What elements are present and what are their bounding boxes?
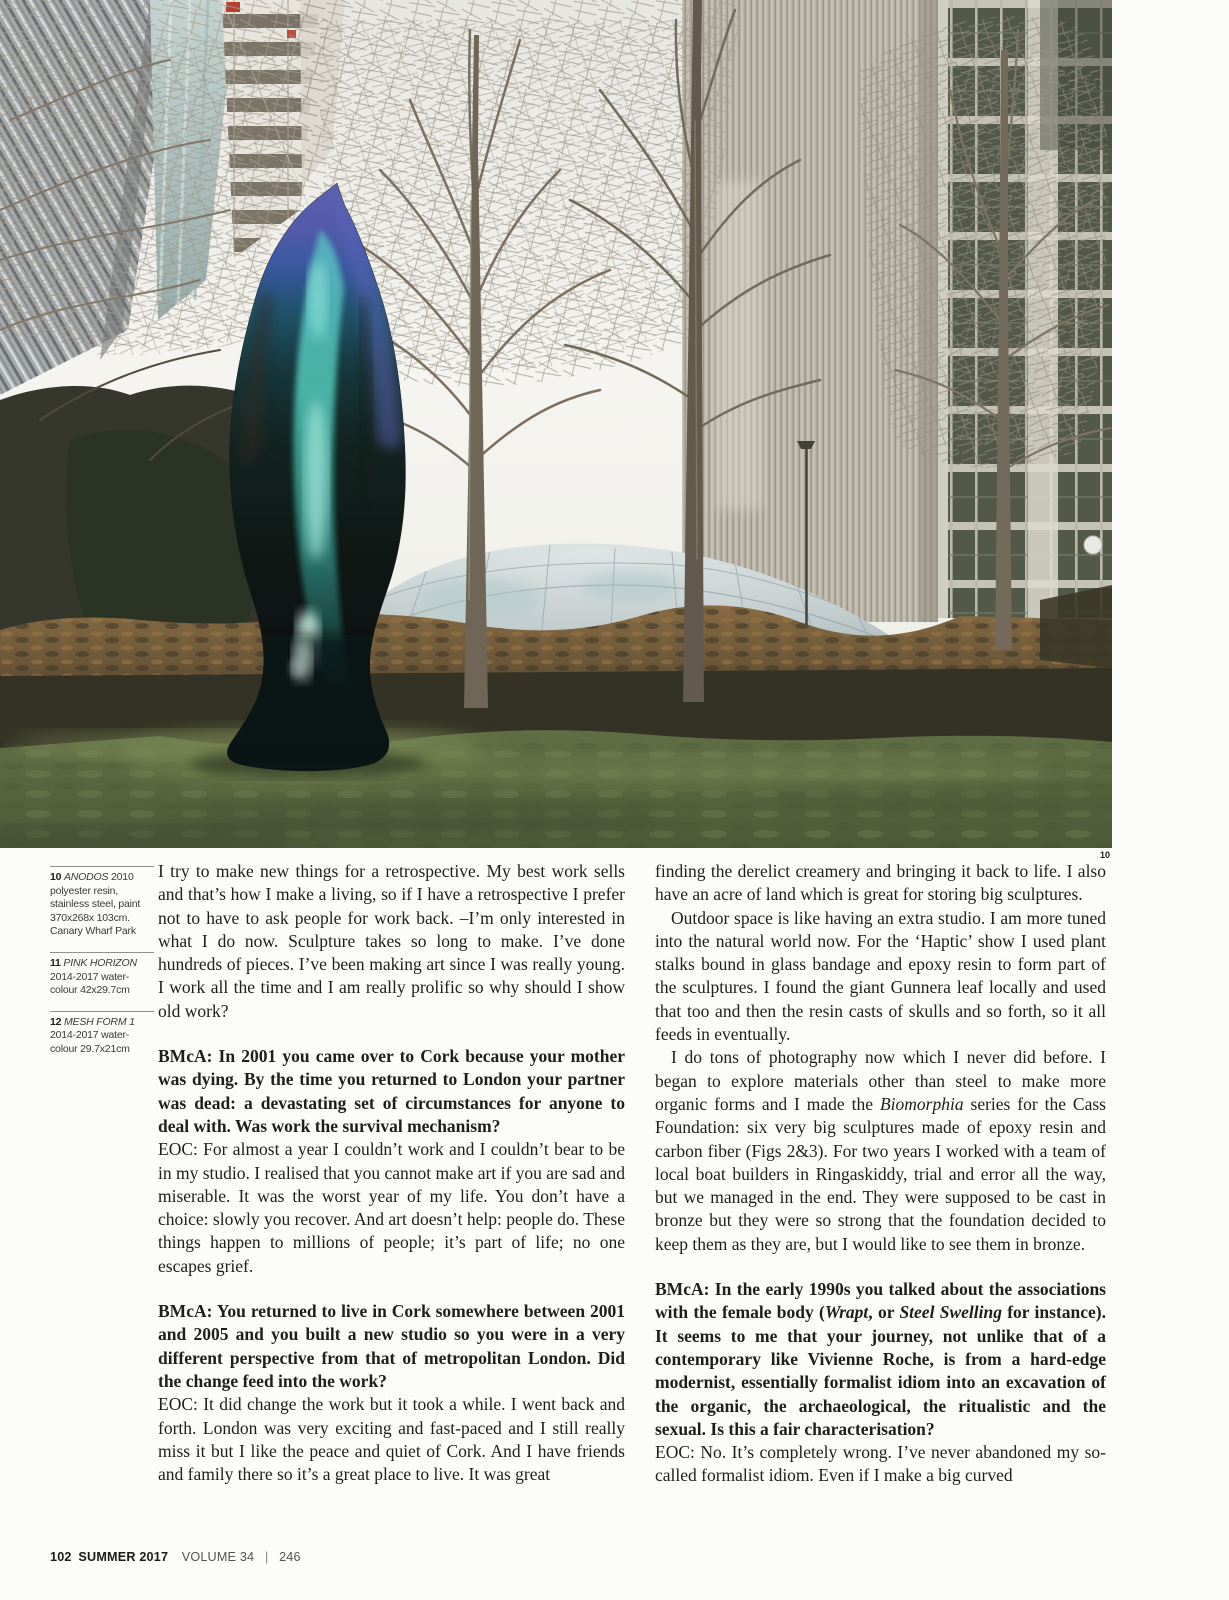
interview-answer: Outdoor space is like having an extra studio. I am more tuned into the natural world now. For the ‘Haptic’ show I used plant stalks bound in glass bandage and epoxy resin to form part of the sculptures. I found the giant Gunnera leaf locally and used that too and then the resin casts of skulls and so forth, so it all feeds in eventually. bbox=[655, 907, 1106, 1045]
figure-caption-10: 10 ANODOS 2010 polyester resin, stainless steel, paint 370x268x 103cm. Canary Wharf Park bbox=[50, 866, 154, 939]
interview-answer: EOC: It did change the work but it took a while. I went back and forth. London was very exciting and fast-paced and I still really miss it but I like the peace and quiet of Cork. And I have friends and family there so it’s a great place to live. It was great bbox=[158, 1394, 625, 1485]
interview-answer: finding the derelict creamery and bringing it back to life. I also have an acre of land which is great for storing big sculptures. bbox=[655, 861, 1106, 905]
interview-answer: EOC: For almost a year I couldn’t work and I couldn’t bear to be in my studio. I realised that you cannot make art if you are sad and miserable. It was the worst year of my life. You don’t have a choice: slowly you recover. And art doesn’t help: people do. These things happen to millions of people; it’s part of life; no one escapes grief. bbox=[158, 1139, 626, 1276]
interview-question: BMcA: In 2001 you came over to Cork because your mother was dying. By the time you returned to London your partner was dead: a devastating set of circumstances for anyone to deal with. Was work the survival mechanism? bbox=[158, 1046, 625, 1136]
interview-answer: EOC: No. It’s completely wrong. I’ve never abandoned my so-called formalist idiom. Even if I make a big curved bbox=[655, 1442, 1106, 1486]
issue-label: SUMMER 2017 bbox=[78, 1549, 169, 1564]
haze-overlay bbox=[0, 0, 1112, 848]
photo-anodos-sculpture bbox=[0, 0, 1112, 848]
interview-question: BMcA: You returned to live in Cork somewhere between 2001 and 2005 and you built a new studio so you were in a very different perspective from that of metropolitan London. Did the change feed into the work? bbox=[158, 1301, 625, 1391]
page-number: 102 bbox=[50, 1549, 72, 1564]
article-column-left bbox=[158, 860, 625, 1486]
figure-caption-12: 12 MESH FORM 1 2014-2017 water-colour 29.7x21cm bbox=[50, 1011, 154, 1057]
captions-column bbox=[50, 866, 154, 1070]
volume-label: VOLUME 34 bbox=[181, 1549, 255, 1564]
interview-question: BMcA: In the early 1990s you talked about the associations with the female body (Wrapt, or Steel Swelling for instance). It seems to me that your journey, not unlike that of a contemporary like Vivienne Roche, is from a hard-edge modernist, essentially formalist idiom into an excavation of the organic, the archaeological, the ritualistic and the sexual. Is this a fair characterisation? bbox=[655, 1279, 1106, 1439]
folio-number: 246 bbox=[279, 1549, 301, 1564]
footer-divider: | bbox=[264, 1549, 269, 1564]
article-column-right bbox=[655, 860, 1106, 1488]
interview-answer: I try to make new things for a retrospective. My best work sells and that’s how I make a living, so if I have a retrospective I prefer not to have to ask people for work back. –I’m only interested in what I do now. Sculpture takes so long to make. I’ve done hundreds of pieces. I’ve been making art since I was really young. I work all the time and I am really prolific so why should I show old work? bbox=[158, 861, 625, 1021]
figure-number-label: 10 bbox=[1099, 850, 1110, 860]
figure-caption-11: 11 PINK HORIZON 2014-2017 water-colour 42x29.7cm bbox=[50, 952, 154, 998]
page-footer bbox=[50, 1549, 301, 1564]
photo-illustration bbox=[0, 0, 1112, 848]
interview-answer: I do tons of photography now which I never did before. I began to explore materials other than steel to make more organic forms and I made the Biomorphia series for the Cass Foundation: six very big sculptures made of epoxy resin and carbon fiber (Figs 2&3). For two years I worked with a team of local boat builders in Ringaskiddy, trial and error all the way, but we managed in the end. They were supposed to be cast in bronze but they were so strong that the foundation decided to keep them as they are, but I would like to see them in bronze. bbox=[655, 1047, 1106, 1254]
